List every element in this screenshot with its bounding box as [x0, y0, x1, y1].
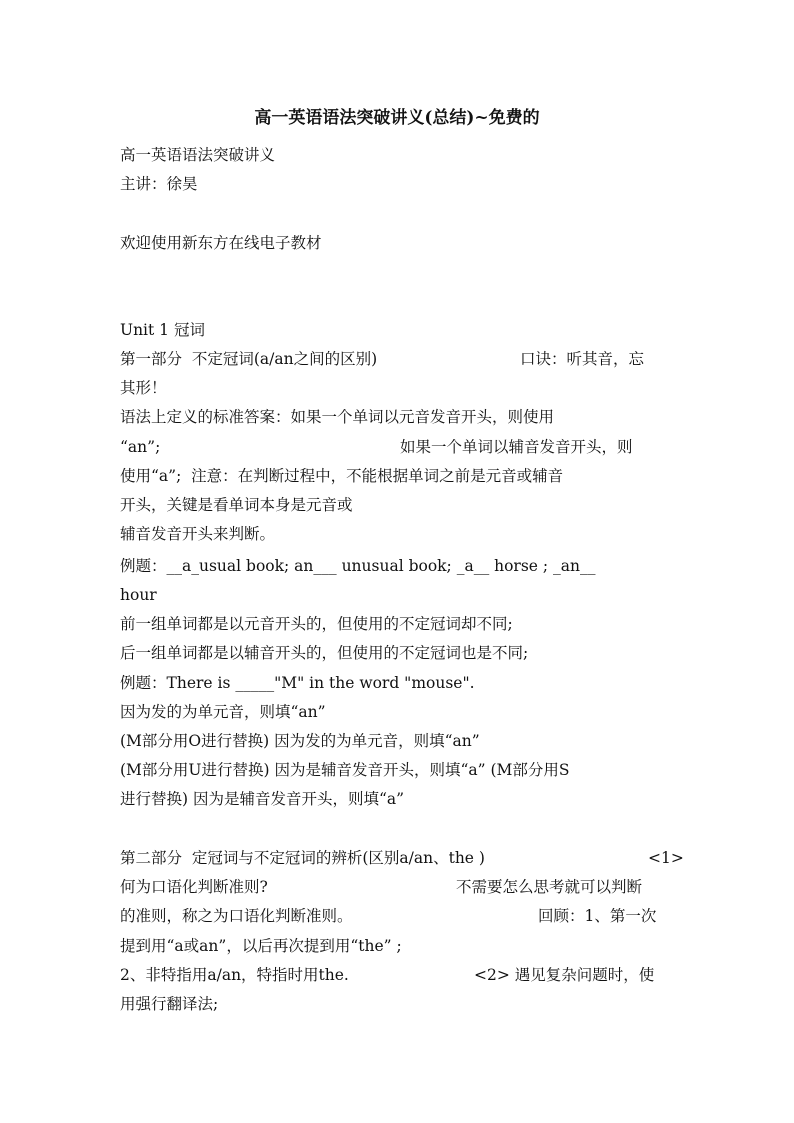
- lecturer-line: 主讲：徐昊: [120, 175, 198, 193]
- text-segment: 不需要怎么思考就可以判断: [456, 878, 643, 896]
- text-line: 使用“a”; 注意：在判断过程中，不能根据单词之前是元音或辅音: [120, 467, 564, 485]
- text-line: 提到用“a或an”，以后再次提到用“the” ;: [120, 937, 402, 955]
- section-one-heading: 第一部分 不定冠词(a/an之间的区别): [120, 350, 378, 368]
- text-segment: 如果一个单词以辅音发音开头，则: [400, 438, 633, 456]
- text-line: 进行替换) 因为是辅音发音开头，则填“a”: [120, 790, 405, 808]
- text-line: 前一组单词都是以元音开头的，但使用的不定冠词却不同;: [120, 615, 513, 633]
- text-line: 因为发的为单元音，则填“an”: [120, 703, 326, 721]
- text-segment: 何为口语化判断准则?: [120, 878, 268, 896]
- text-line: 开头，关键是看单词本身是元音或: [120, 496, 353, 514]
- section-two-heading: 第二部分 定冠词与不定冠词的辨析(区别a/an、the ): [120, 849, 485, 867]
- mnemonic-text: 口诀：听其音，忘: [520, 350, 645, 368]
- text-segment: 的准则，称之为口语化判断准则。: [120, 907, 353, 925]
- section-one-line: [120, 345, 680, 374]
- text-line: 其形！: [120, 379, 167, 397]
- text-line: (M部分用U进行替换) 因为是辅音发音开头，则填“a” (M部分用S: [120, 761, 570, 779]
- point-marker: <1>: [648, 849, 684, 867]
- text-line: [120, 873, 680, 902]
- example-line: 例题：There is _____"M" in the word "mouse".: [120, 674, 475, 692]
- subtitle-line: 高一英语语法突破讲义: [120, 146, 276, 164]
- text-line: [120, 961, 680, 990]
- section-two-line: [120, 844, 684, 873]
- welcome-line: 欢迎使用新东方在线电子教材: [120, 234, 322, 252]
- document-title: 高一英语语法突破讲义(总结)~免费的: [254, 108, 540, 128]
- text-line: 辅音发音开头来判断。: [120, 525, 276, 543]
- example-line: hour: [120, 586, 157, 604]
- text-line: 语法上定义的标准答案：如果一个单词以元音发音开头，则使用: [120, 408, 555, 426]
- text-line: [120, 902, 680, 931]
- text-line: [120, 433, 680, 462]
- text-segment: <2> 遇见复杂问题时，使: [474, 966, 655, 984]
- example-line: 例题：__a_usual book; an___ unusual book; _a__ horse ; _an__: [120, 557, 596, 575]
- text-segment: 2、非特指用a/an，特指时用the.: [120, 966, 349, 984]
- text-segment: “an”;: [120, 438, 161, 456]
- text-line: 用强行翻译法;: [120, 995, 219, 1013]
- text-line: (M部分用O进行替换) 因为发的为单元音，则填“an”: [120, 732, 480, 750]
- unit-heading: Unit 1 冠词: [120, 321, 205, 339]
- text-line: 后一组单词都是以辅音开头的，但使用的不定冠词也是不同;: [120, 644, 529, 662]
- text-segment: 回顾：1、第一次: [538, 907, 657, 925]
